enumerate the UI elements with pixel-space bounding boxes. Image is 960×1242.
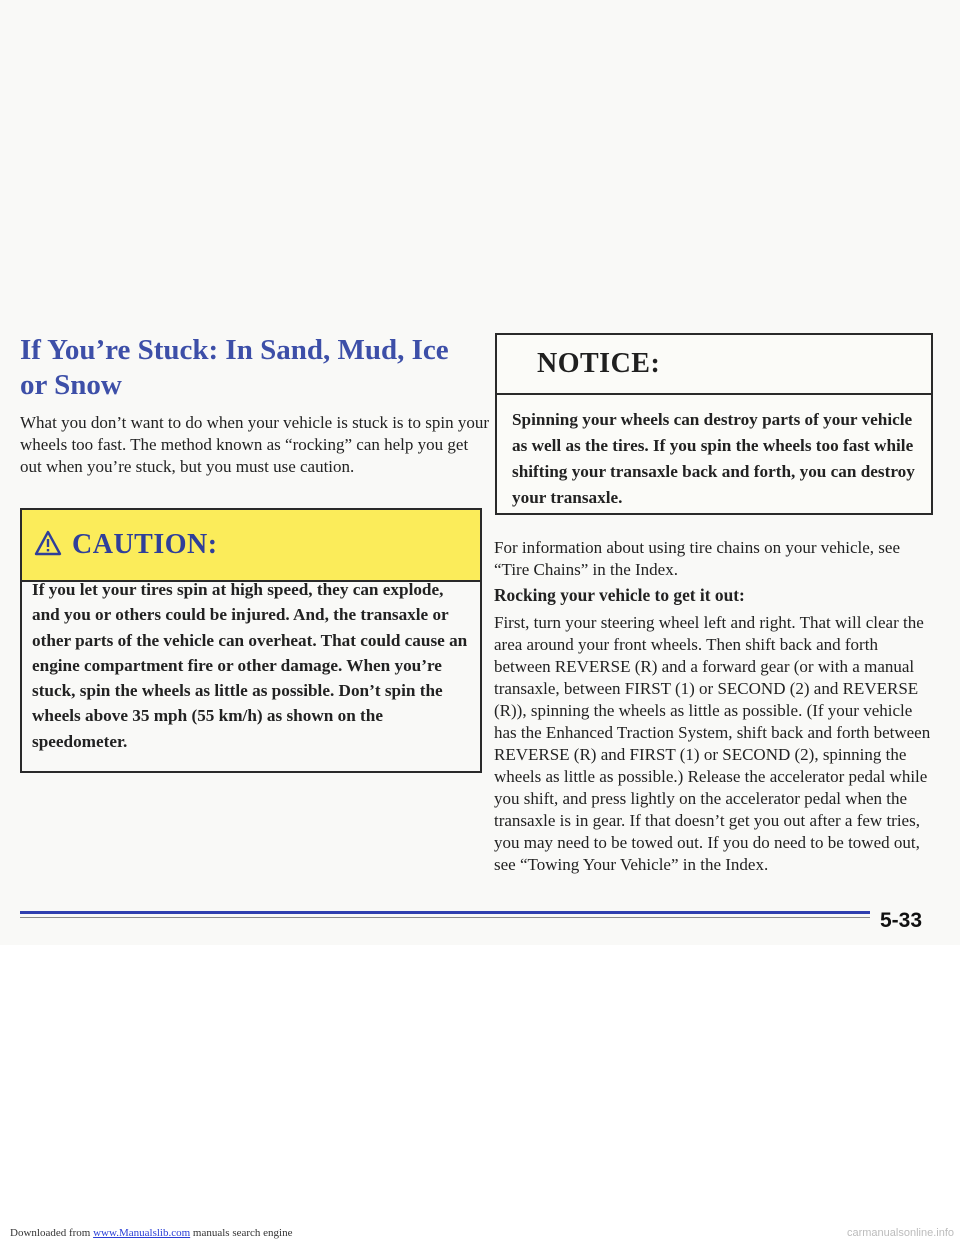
watermark: carmanualsonline.info (846, 1227, 954, 1239)
footer-prefix: Downloaded from (10, 1227, 91, 1239)
caution-title: CAUTION: (72, 529, 218, 560)
download-footer (10, 1227, 292, 1239)
rocking-paragraph: First, turn your steering wheel left and right. That will clear the area around your front wheels. Then shift back and forth between REVERSE (R) and a forward gear (or with a manual transaxle, between FIRST (1) or SECOND (2) and REVERSE (R)), spinning the wheels as little as possible. (If your vehicle has the Enhanced Traction System, shift back and forth between REVERSE (R) and FIRST (1) or SECOND (2), spinning the wheels as little as possible.) Release the accelerator pedal while you shift, and press lightly on the accelerator pedal when the transaxle is in gear. If that doesn’t get you out after a few tries, you may need to be towed out. If you do need to be towed out, see “Towing Your Vehicle” in the Index. (494, 613, 931, 874)
manualslib-link[interactable]: www.Manualslib.com (93, 1227, 191, 1239)
footer-suffix: manuals search engine (192, 1227, 293, 1239)
tire-chains-paragraph: For information about using tire chains on your vehicle, see “Tire Chains” in the Index. (494, 538, 901, 579)
notice-title: NOTICE: (537, 348, 661, 379)
notice-box (495, 333, 933, 515)
notice-header (497, 335, 931, 395)
footer-rule (20, 908, 870, 922)
intro-paragraph: What you don’t want to do when your vehicle is stuck is to spin your wheels too fast. The method known as “rocking” can help you get out when you’re stuck, but you must use caution. (20, 413, 490, 476)
page-number: 5-33 (880, 909, 923, 932)
warning-triangle-icon (34, 530, 62, 561)
notice-text: Spinning your wheels can destroy parts of your vehicle as well as the tires. If you spin the wheels too fast while shifting your transaxle back and forth, you can destroy your transaxle. (512, 410, 915, 507)
rocking-subheading: Rocking your vehicle to get it out: (494, 585, 745, 605)
section-heading: If You’re Stuck: In Sand, Mud, Ice or Snow (20, 334, 449, 401)
caution-text: If you let your tires spin at high speed, they can explode, and you or others could be injured. And, the transaxle or other parts of the vehicle can overheat. That could cause an engine compartment fire or other damage. When you’re stuck, spin the wheels as little as possible. Don’t spin the wheels above 35 mph (55 km/h) as shown on the speedometer. (32, 580, 468, 751)
caution-header (22, 510, 480, 582)
